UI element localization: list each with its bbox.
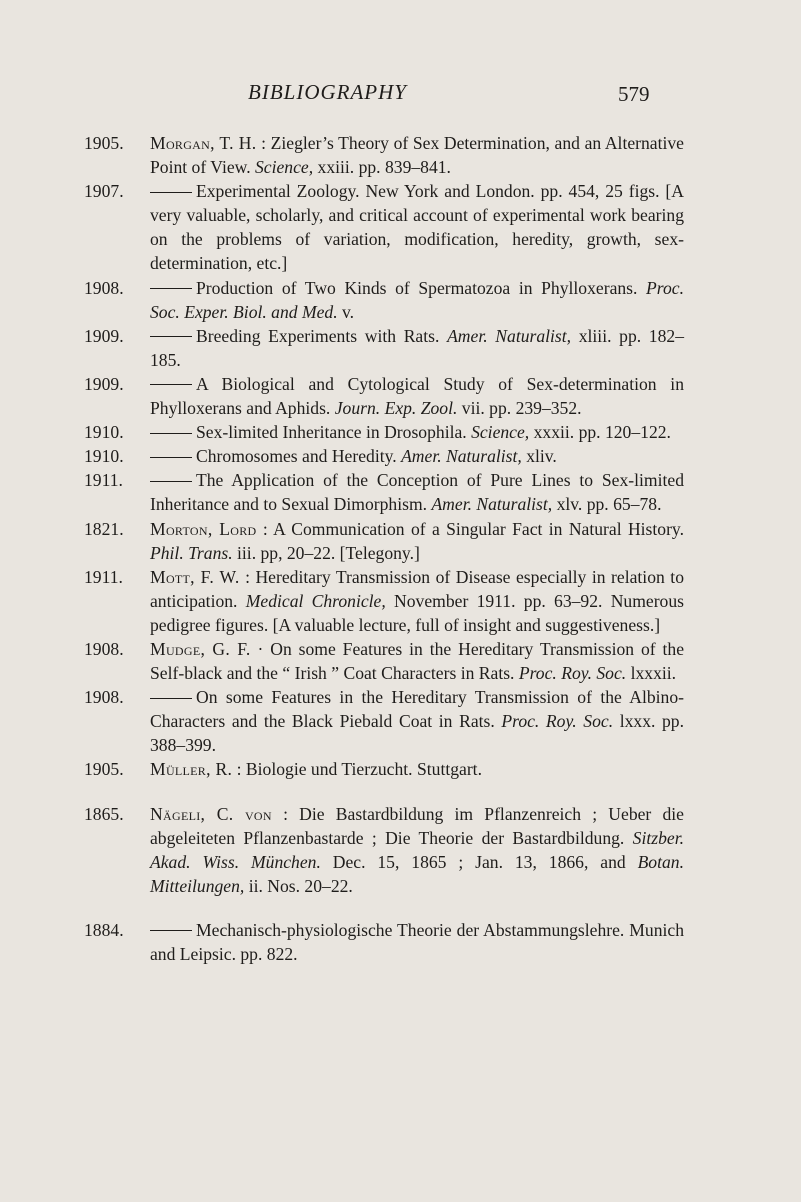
entry-year: 1821.	[84, 518, 124, 539]
ditto-dash	[150, 384, 192, 385]
ditto-dash	[150, 433, 192, 434]
entry-title: Production of Two Kinds of Spermatozoa in Phylloxerans.	[196, 277, 647, 298]
entry-year: 1884.	[84, 919, 124, 940]
bibliography-entry	[84, 685, 684, 757]
entry-year: 1909.	[84, 325, 124, 346]
entry-year: 1910.	[84, 446, 124, 467]
entry-title: Breeding Experiments with Rats.	[196, 325, 448, 346]
entry-title: Ziegler’s Theory of Sex Determination, and an Alternative Point of View.	[150, 133, 684, 178]
bibliography-list	[84, 131, 684, 966]
entry-separator: :	[232, 759, 246, 780]
entry-separator: ·	[250, 638, 271, 659]
entry-details: lxxx. pp. 388–399.	[150, 711, 685, 756]
entry-title: On some Features in the Hereditary Transmission of the Albino-Characters and the Black Piebald Coat in Rats.	[150, 687, 684, 732]
entry-journal: Phil. Trans.	[150, 542, 233, 563]
entry-journal: Science,	[255, 157, 314, 178]
bibliography-entry	[84, 802, 684, 898]
entry-author: Mott, F. W.	[150, 566, 240, 587]
ditto-dash	[150, 457, 192, 458]
bibliography-entry	[84, 565, 684, 637]
entry-details: xlv. pp. 65–78.	[552, 494, 662, 515]
entry-journal: Amer. Naturalist,	[401, 446, 522, 467]
entry-year: 1911.	[84, 470, 123, 491]
entry-year: 1865.	[84, 803, 124, 824]
entry-details: November 1911. pp. 63–92. Numerous pedigree figures. [A valuable lecture, full of insight and suggestiveness.]	[150, 590, 684, 635]
page-header	[0, 80, 801, 110]
ditto-dash	[150, 930, 192, 931]
entry-journal: Medical Chronicle,	[245, 590, 386, 611]
entry-journal: Sitzber. Akad. Wiss. München.	[150, 827, 684, 872]
entry-details: Dec. 15, 1865 ; Jan. 13, 1866, and	[320, 851, 638, 872]
entry-year: 1905.	[84, 133, 124, 153]
entry-details: lxxxii.	[626, 663, 677, 684]
ditto-dash	[150, 336, 192, 337]
entry-journal: Proc. Roy. Soc.	[518, 663, 627, 684]
entry-year: 1908.	[84, 687, 124, 708]
entry-separator: :	[271, 803, 300, 824]
entry-author: Morton, Lord	[150, 518, 257, 539]
bibliography-entry	[84, 276, 684, 324]
entry-year: 1905.	[84, 759, 124, 780]
entry-journal: Amer. Naturalist,	[447, 325, 572, 346]
entry-title: Sex-limited Inheritance in Drosophila.	[196, 422, 472, 443]
ditto-dash	[150, 192, 192, 193]
bibliography-entry	[84, 324, 684, 372]
bibliography-entry	[84, 131, 684, 179]
entry-year: 1911.	[84, 566, 123, 587]
bibliography-entry	[84, 757, 684, 781]
entry-journal-secondary: Botan. Mitteilungen,	[150, 851, 684, 896]
entry-author: Nägeli, C. von	[150, 803, 272, 824]
entry-journal: Proc. Soc. Exper. Biol. and Med.	[150, 277, 684, 322]
entry-journal: Amer. Naturalist,	[431, 494, 553, 515]
entry-journal: Journ. Exp. Zool.	[334, 398, 458, 419]
entry-title: Biologie und Tierzucht. Stuttgart.	[245, 759, 482, 780]
bibliography-entry	[84, 444, 684, 468]
entry-author: Müller, R.	[150, 759, 233, 780]
entry-title: The Application of the Conception of Pure Lines to Sex-limited Inheritance and to Sexual Dimorphism.	[150, 470, 684, 515]
entry-author: Mudge, G. F.	[150, 638, 251, 659]
ditto-dash	[150, 698, 192, 699]
entry-details: xliv.	[521, 446, 557, 467]
entry-details: v.	[337, 301, 355, 322]
entry-title: Chromosomes and Heredity.	[196, 446, 402, 467]
entry-year: 1908.	[84, 638, 124, 659]
ditto-dash	[150, 288, 192, 289]
entry-title: A Communication of a Singular Fact in Natural History.	[273, 518, 684, 539]
bibliography-entry	[84, 637, 684, 685]
entry-title: Mechanisch-physiologische Theorie der Abstammungslehre. Munich and Leipsic. pp. 822.	[150, 919, 684, 964]
entry-journal: Science,	[471, 422, 530, 443]
entry-journal: Proc. Roy. Soc.	[501, 711, 614, 732]
entry-title: A Biological and Cytological Study of Sex-determination in Phylloxerans and Aphids.	[150, 373, 684, 419]
entry-details: xxiii. pp. 839–841.	[313, 157, 451, 178]
page-number: 579	[618, 82, 650, 106]
entry-title: On some Features in the Hereditary Transmission of the Self-black and the “ Irish ” Coat Characters in Rats.	[150, 638, 684, 684]
entry-details: xliii. pp. 182–185.	[150, 325, 684, 370]
bibliography-entry	[84, 372, 684, 420]
bibliography-entry	[84, 918, 684, 966]
bibliography-entry	[84, 517, 684, 565]
entry-separator: :	[256, 518, 274, 539]
bibliography-entry	[84, 420, 684, 444]
bibliography-entry	[84, 179, 684, 275]
entry-title: Hereditary Transmission of Disease especially in relation to anticipation.	[150, 566, 684, 611]
entry-year: 1909.	[84, 373, 124, 394]
entry-separator: :	[256, 133, 271, 153]
entry-details: xxxii. pp. 120–122.	[529, 422, 671, 443]
entry-details: iii. pp, 20–22. [Telegony.]	[232, 542, 420, 563]
entry-details-secondary: ii. Nos. 20–22.	[244, 875, 353, 896]
entry-separator: :	[239, 566, 256, 587]
entry-title: Die Bastardbildung im Pflanzenreich ; Ueber die abgeleiteten Pflanzenbastarde ; Die Theorie der Bastardbildung.	[150, 803, 684, 848]
entry-author: Morgan, T. H.	[150, 133, 257, 153]
entry-year: 1907.	[84, 181, 124, 202]
bibliography-entry	[84, 468, 684, 516]
entry-title: Experimental Zoology. New York and London. pp. 454, 25 figs. [A very valuable, scholarly, and critical account of experimental work bearing on the problems of variation, modification, heredity, growth, sex-determination, etc.]	[150, 181, 684, 274]
entry-year: 1908.	[84, 277, 124, 298]
entry-details: vii. pp. 239–352.	[457, 398, 582, 419]
running-title: BIBLIOGRAPHY	[248, 80, 407, 104]
entry-year: 1910.	[84, 422, 124, 443]
ditto-dash	[150, 481, 192, 482]
